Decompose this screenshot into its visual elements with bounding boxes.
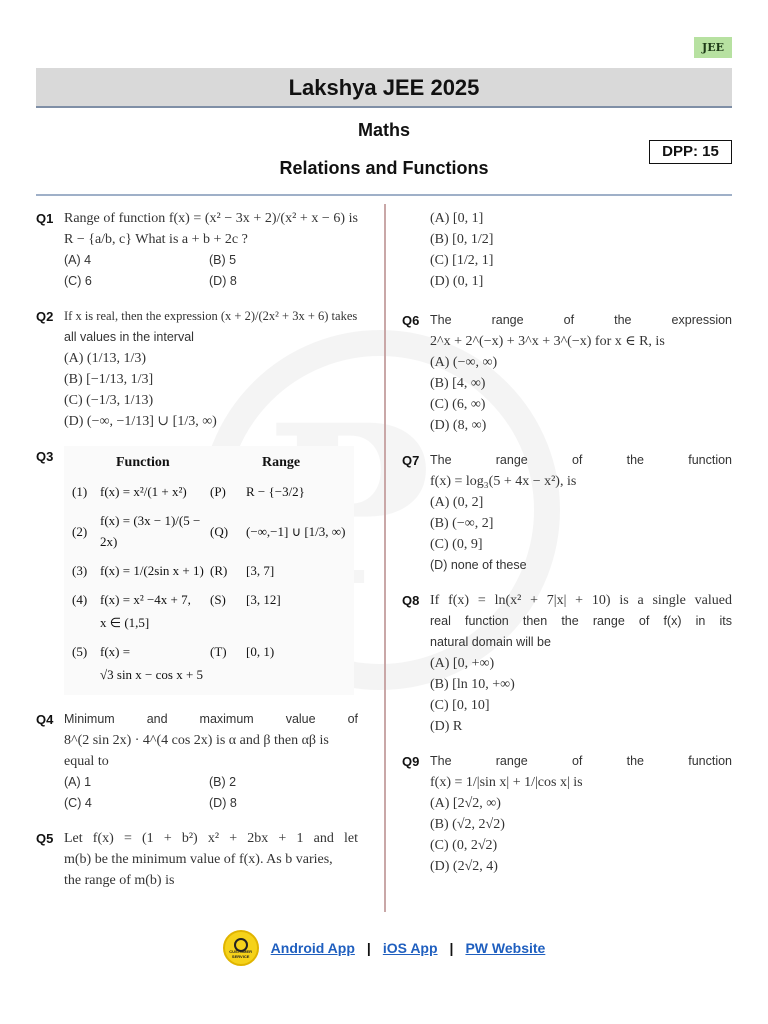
option-c: (C) 6 <box>64 274 92 288</box>
table-row <box>72 612 346 633</box>
question-5 <box>36 828 358 891</box>
option-d: (D) 8 <box>209 274 237 288</box>
chapter-heading: Relations and Functions <box>279 158 489 178</box>
row-function: f(x) = <box>100 644 131 659</box>
option-a: (A) [0, +∞) <box>430 656 495 671</box>
row-number: (5) <box>72 644 88 659</box>
question-8 <box>402 590 732 737</box>
question-text: m(b) be the minimum value of f(x). As b varies, <box>64 852 333 867</box>
question-text: The range of the expression <box>430 313 732 327</box>
option-c: (C) (0, 2√2) <box>430 838 498 853</box>
question-text: If f(x) = ln(x² + 7|x| + 10) is a single valued <box>430 593 732 608</box>
row-letter: (S) <box>210 592 226 607</box>
question-1 <box>36 208 358 292</box>
table-row <box>72 510 346 552</box>
option-d: (D) (0, 1] <box>430 274 484 289</box>
question-text: 2^x + 2^(−x) + 3^x + 3^(−x) for x ∈ R, is <box>430 334 665 349</box>
question-number: Q1 <box>36 211 54 226</box>
dpp-number-box: DPP: 15 <box>649 140 732 164</box>
question-9 <box>402 751 732 877</box>
option-d: (D) (−∞, −1/13] ∪ [1/3, ∞) <box>64 414 217 429</box>
page-title: Lakshya JEE 2025 <box>36 68 732 108</box>
row-function: f(x) = x² −4x + 7, <box>100 592 191 607</box>
option-c: (C) 4 <box>64 796 92 810</box>
header-function: Function <box>116 455 170 470</box>
pw-website-link[interactable]: PW Website <box>465 940 546 956</box>
row-number: (2) <box>72 523 88 539</box>
table-row <box>72 664 346 685</box>
option-a: (A) (0, 2] <box>430 495 484 510</box>
question-5-options <box>402 208 732 292</box>
row-number: (4) <box>72 592 88 607</box>
table-row <box>72 589 346 610</box>
question-text: The range of the function <box>430 453 732 467</box>
ios-app-link[interactable]: iOS App <box>382 940 438 956</box>
question-text: The range of the function <box>430 754 732 768</box>
row-range: [3, 12] <box>246 592 281 607</box>
row-range: R − {−3/2} <box>246 484 305 499</box>
option-b: (B) (√2, 2√2) <box>430 817 505 832</box>
option-b: (B) [ln 10, +∞) <box>430 677 515 692</box>
question-number: Q3 <box>36 449 54 464</box>
subject-heading: Maths <box>357 120 410 140</box>
question-text: R − {a/b, c} What is a + b + 2c ? <box>64 232 248 247</box>
question-text: Minimum and maximum value of <box>64 712 358 726</box>
header-range: Range <box>262 455 301 470</box>
question-2 <box>36 306 358 432</box>
option-a: (A) 4 <box>64 253 92 267</box>
option-b: (B) [4, ∞) <box>430 376 486 391</box>
option-c: (C) (0, 9] <box>430 537 483 552</box>
option-b: (B) [−1/13, 1/3] <box>64 372 154 387</box>
options-grid <box>64 250 358 292</box>
column-divider <box>384 204 386 912</box>
row-letter: (R) <box>210 563 228 578</box>
android-app-link[interactable]: Android App <box>270 940 355 956</box>
row-number: (1) <box>72 484 88 499</box>
exam-badge: JEE <box>694 37 732 58</box>
question-text: If x is real, then the expression (x + 2)/(2x² + 3x + 6) takes <box>64 309 358 323</box>
question-number: Q7 <box>402 453 420 468</box>
question-text: f(x) = 1/|sin x| + 1/|cos x| is <box>430 775 583 790</box>
option-d: (D) (2√2, 4) <box>430 859 498 874</box>
row-letter: (T) <box>210 644 227 659</box>
option-a: (A) [0, 1] <box>430 211 484 226</box>
table-row <box>72 641 346 662</box>
row-function: √3 sin x − cos x + 5 <box>100 667 204 682</box>
header-rule <box>36 194 732 196</box>
function-range-table <box>64 446 354 695</box>
question-4 <box>36 709 358 814</box>
option-c: (C) (6, ∞) <box>430 397 486 412</box>
question-text: the range of m(b) is <box>64 873 175 888</box>
option-c: (C) (−1/3, 1/13) <box>64 393 154 408</box>
question-text: all values in the interval <box>64 330 194 344</box>
table-header <box>72 452 346 473</box>
option-d: (D) R <box>430 719 463 734</box>
footer-separator: | <box>449 940 454 956</box>
left-column <box>36 208 358 905</box>
row-function: f(x) = 1/(2sin x + 1) <box>100 563 204 578</box>
question-text: Range of function f(x) = (x² − 3x + 2)/(x² + x − 6) is <box>64 211 358 226</box>
row-function: f(x) = x²/(1 + x²) <box>100 484 187 499</box>
table-row <box>72 481 346 502</box>
footer-separator: | <box>366 940 371 956</box>
option-d: (D) (8, ∞) <box>430 418 487 433</box>
question-text: real function then the range of f(x) in its <box>430 614 732 628</box>
question-number: Q8 <box>402 593 420 608</box>
question-3 <box>36 446 358 695</box>
option-b: (B) 5 <box>209 253 237 267</box>
question-number: Q9 <box>402 754 420 769</box>
question-number: Q6 <box>402 313 420 328</box>
question-text: 8^(2 sin 2x) · 4^(4 cos 2x) is α and β then αβ is equal to <box>64 733 329 769</box>
option-b: (B) (−∞, 2] <box>430 516 494 531</box>
options-grid <box>64 772 358 814</box>
row-function: f(x) = (3x − 1)/(5 − 2x) <box>100 513 201 549</box>
row-range: [0, 1) <box>246 644 275 659</box>
row-range: [3, 7] <box>246 563 275 578</box>
question-text: natural domain will be <box>430 635 551 649</box>
option-c: (C) [0, 10] <box>430 698 490 713</box>
row-letter: (Q) <box>210 523 229 539</box>
option-b: (B) [0, 1/2] <box>430 232 494 247</box>
option-a: (A) [2√2, ∞) <box>430 796 501 811</box>
question-text: f(x) = log₃(5 + 4x − x²), is <box>430 474 577 489</box>
row-letter: (P) <box>210 484 226 499</box>
question-6 <box>402 310 732 436</box>
question-number: Q4 <box>36 712 54 727</box>
footer-links <box>0 928 768 968</box>
option-c: (C) [1/2, 1] <box>430 253 494 268</box>
table-row <box>72 560 346 581</box>
row-range: (−∞,−1] ∪ [1/3, ∞) <box>246 523 346 539</box>
row-number: (3) <box>72 563 88 578</box>
question-7 <box>402 450 732 576</box>
option-a: (A) (1/13, 1/3) <box>64 351 147 366</box>
question-number: Q2 <box>36 309 54 324</box>
logo-text: CUSTOMER SERVICE <box>229 949 253 959</box>
right-column <box>402 208 732 891</box>
option-a: (A) (−∞, ∞) <box>430 355 498 370</box>
question-text: Let f(x) = (1 + b²) x² + 2bx + 1 and let <box>64 831 358 846</box>
option-b: (B) 2 <box>209 775 237 789</box>
option-d: (D) none of these <box>430 558 527 572</box>
customer-service-icon <box>223 930 259 966</box>
option-d: (D) 8 <box>209 796 237 810</box>
question-number: Q5 <box>36 831 54 846</box>
option-a: (A) 1 <box>64 775 92 789</box>
row-function: x ∈ (1,5] <box>100 615 150 630</box>
